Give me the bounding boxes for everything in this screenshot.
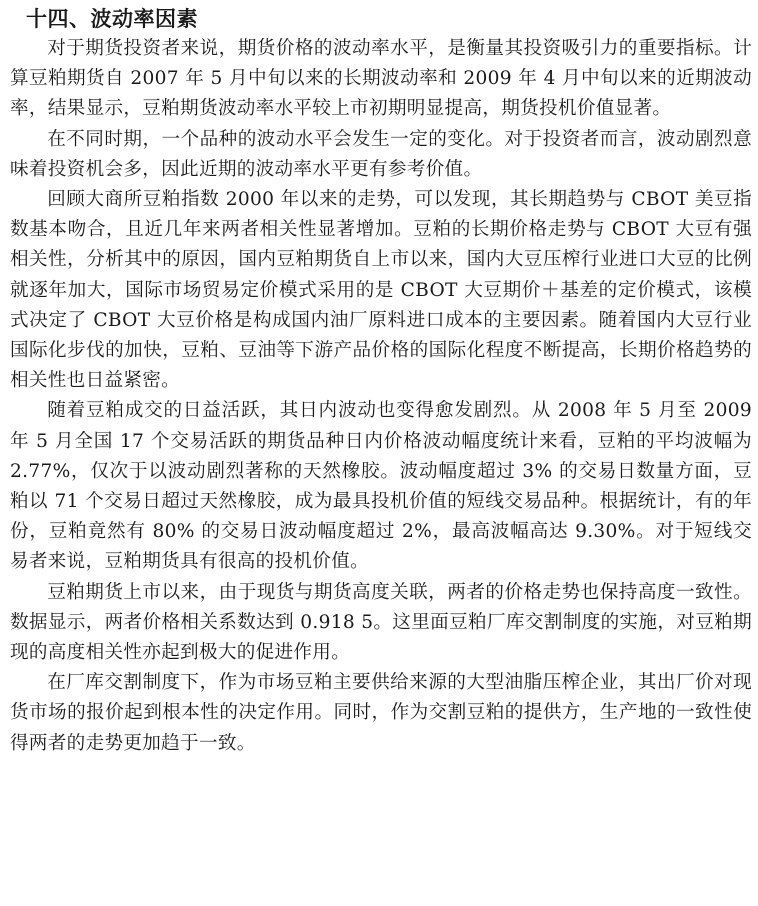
paragraph-warehouse-delivery: 在厂库交割制度下，作为市场豆粕主要供给来源的大型油脂压榨企业，其出厂价对现货市场的报价起到根本性的决定作用。同时，作为交割豆粕的提供方，生产地的一致性使得两者的走势更加趋于一致。 xyxy=(10,672,752,754)
paragraph-volatility-intro: 对于期货投资者来说，期货价格的波动率水平，是衡量其投资吸引力的重要指标。计算豆粕期货自 2007 年 5 月中旬以来的长期波动率和 2009 年 4 月中旬以来的近期波动率，结果显示，豆粕期货波动率水平较上市初期明显提高，期货投机价值显著。 xyxy=(10,38,752,120)
document-page xyxy=(10,0,752,759)
paragraph-cbot-correlation: 回顾大商所豆粕指数 2000 年以来的走势，可以发现，其长期趋势与 CBOT 美豆指数基本吻合，且近几年来两者相关性显著增加。豆粕的长期价格走势与 CBOT 大豆有强相关性，分析其中的原因，国内豆粕期货自上市以来，国内大豆压榨行业进口大豆的比例就逐年加大，国际市场贸易定价模式采用的是 CBOT 大豆期价＋基差的定价模式，该模式决定了 CBOT 大豆价格是构成国内油厂原料进口成本的主要因素。随着国内大豆行业国际化步伐的加快，豆粕、豆油等下游产品价格的国际化程度不断提高，长期价格趋势的相关性也日益紧密。 xyxy=(10,189,752,392)
section-heading: 十四、波动率因素 xyxy=(26,7,198,31)
paragraph-period-variation: 在不同时期，一个品种的波动水平会发生一定的变化。对于投资者而言，波动剧烈意味着投资机会多，因此近期的波动率水平更有参考价值。 xyxy=(10,128,752,180)
paragraph-intraday-volatility: 随着豆粕成交的日益活跃，其日内波动也变得愈发剧烈。从 2008 年 5 月至 2009 年 5 月全国 17 个交易活跃的期货品种日内价格波动幅度统计来看，豆粕的平均波幅为 2.77%，仅次于以波动剧烈著称的天然橡胶。波动幅度超过 3% 的交易日数量方面，豆粕以 71 个交易日超过天然橡胶，成为最具投机价值的短线交易品种。根据统计，有的年份，豆粕竟然有 80% 的交易日波动幅度超过 2%，最高波幅高达 9.30%。对于短线交易者来说，豆粕期货具有很高的投机价值。 xyxy=(10,400,752,573)
paragraph-spot-futures-correlation: 豆粕期货上市以来，由于现货与期货高度关联，两者的价格走势也保持高度一致性。数据显示，两者价格相关系数达到 0.918 5。这里面豆粕厂库交割制度的实施，对豆粕期现的高度相关性亦起到极大的促进作用。 xyxy=(10,581,752,664)
